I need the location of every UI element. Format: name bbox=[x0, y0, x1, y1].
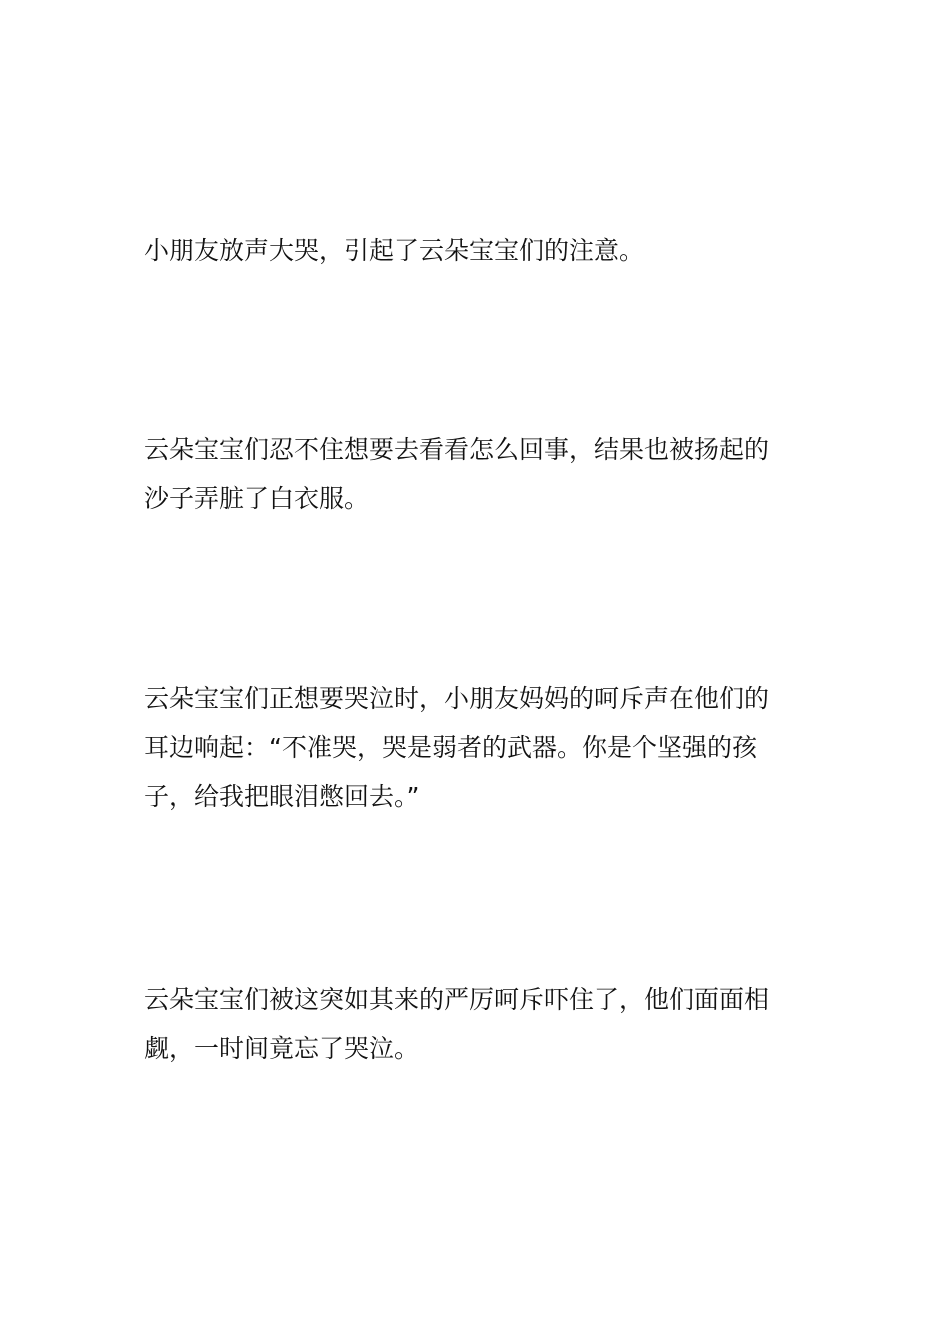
paragraph-4 bbox=[144, 975, 812, 1073]
paragraph-1 bbox=[144, 226, 812, 275]
paragraph-line: 云朵宝宝们忍不住想要去看看怎么回事，结果也被扬起的 bbox=[144, 435, 770, 464]
paragraph-2 bbox=[144, 425, 812, 523]
paragraph-line: 小朋友放声大哭，引起了云朵宝宝们的注意。 bbox=[144, 236, 645, 265]
paragraph-line: 子，给我把眼泪憋回去。” bbox=[144, 782, 420, 811]
paragraph-line: 耳边响起：“不准哭，哭是弱者的武器。你是个坚强的孩 bbox=[144, 733, 757, 762]
paragraph-line: 云朵宝宝们正想要哭泣时，小朋友妈妈的呵斥声在他们的 bbox=[144, 684, 770, 713]
paragraph-line: 觑，一时间竟忘了哭泣。 bbox=[144, 1034, 420, 1063]
paragraph-line: 沙子弄脏了白衣服。 bbox=[144, 484, 370, 513]
paragraph-line: 云朵宝宝们被这突如其来的严厉呵斥吓住了，他们面面相 bbox=[144, 985, 770, 1014]
paragraph-3 bbox=[144, 674, 812, 821]
